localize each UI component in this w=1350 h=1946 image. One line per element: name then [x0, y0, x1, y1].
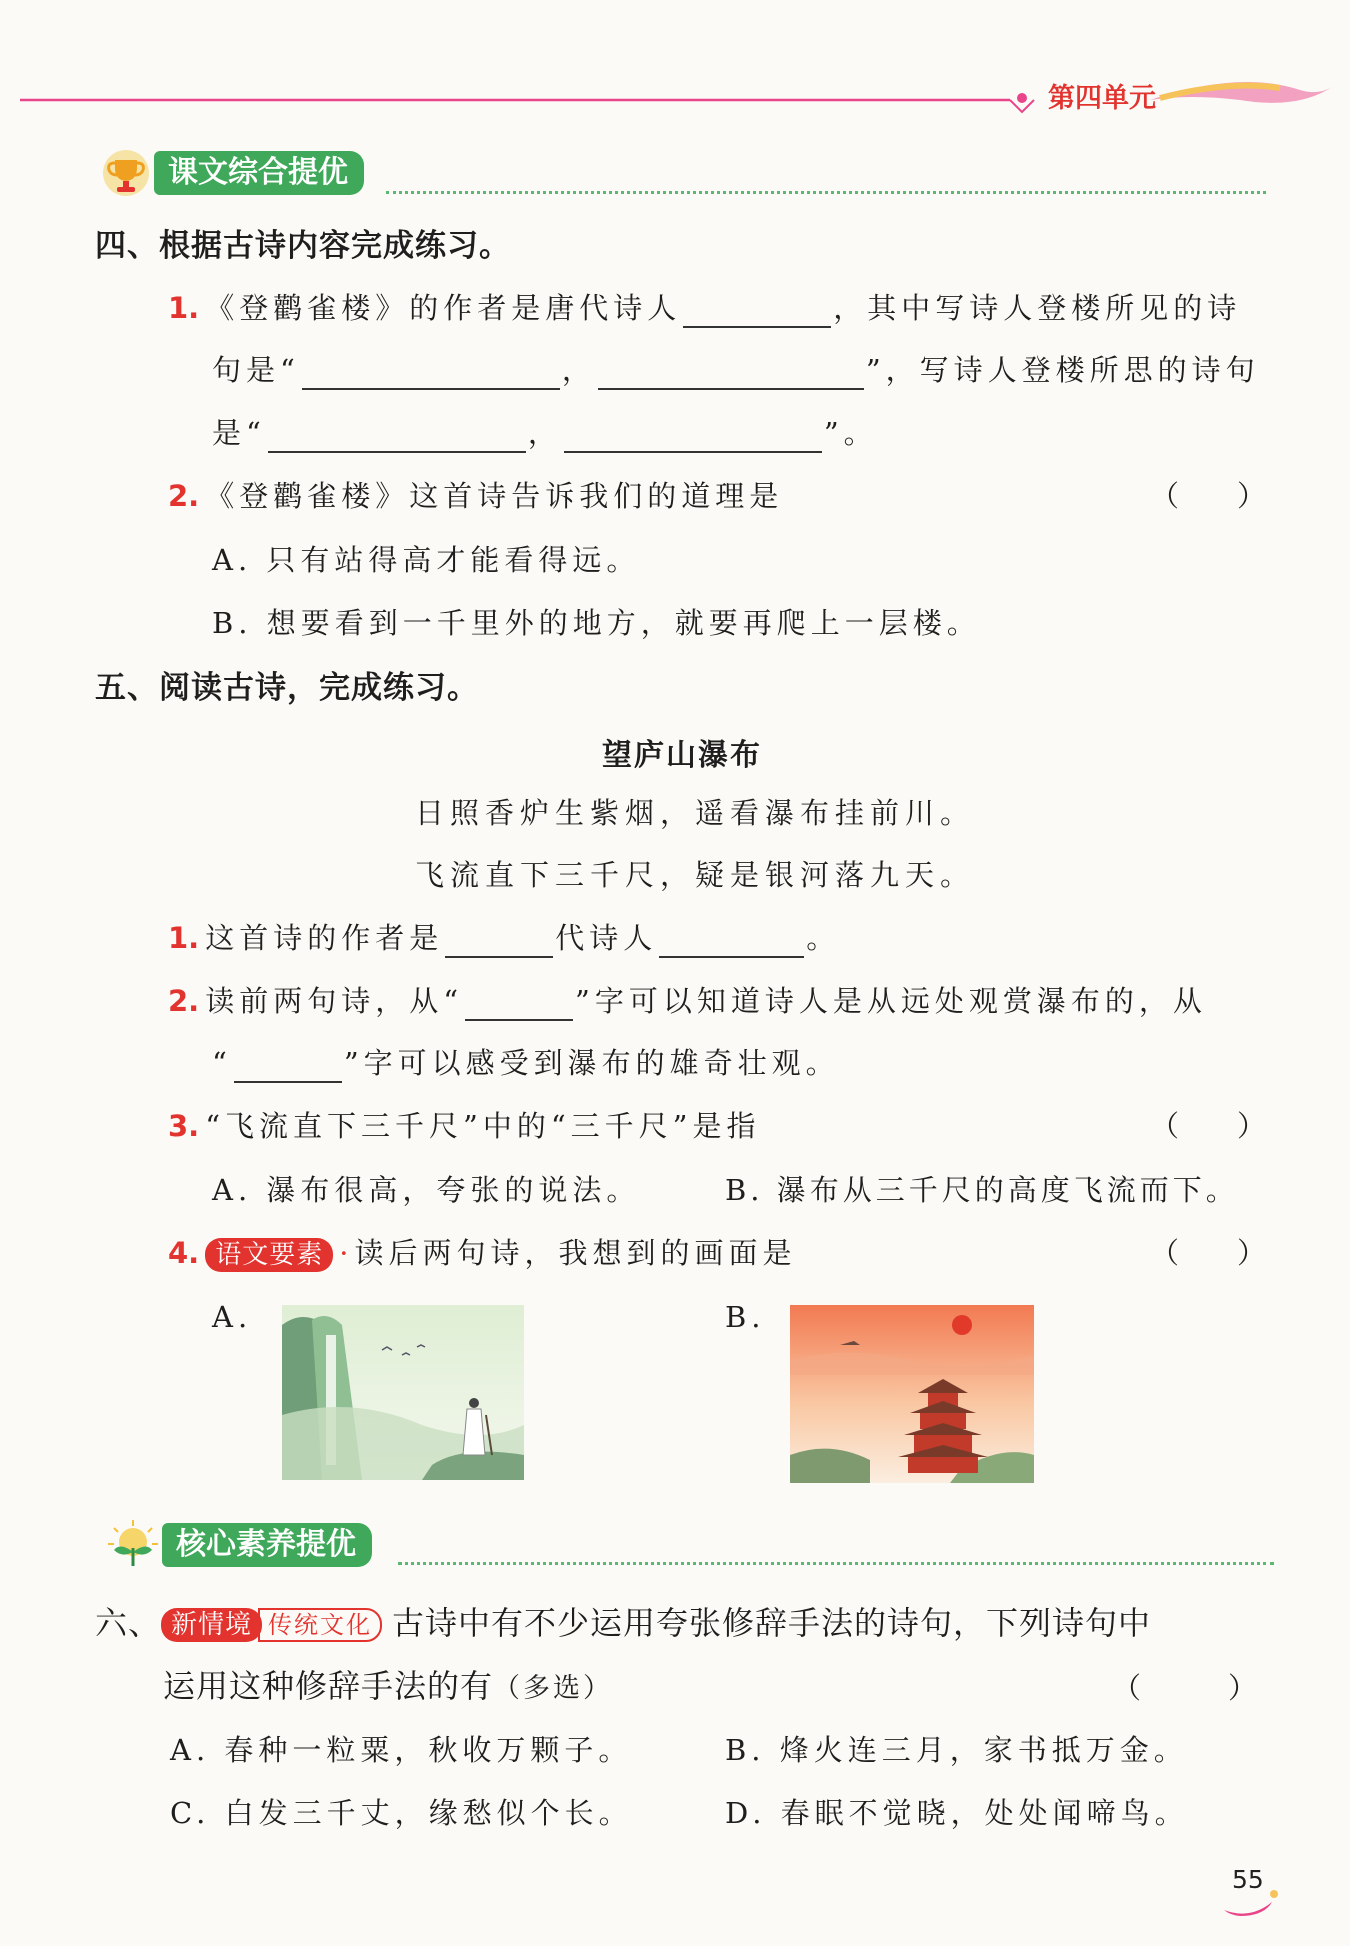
unit-label: 第四单元 [1048, 83, 1156, 114]
answer-blank[interactable] [659, 922, 804, 958]
q5-item3-option-a: A. 瀑布很高，夸张的说法。 [212, 1173, 641, 1207]
q6-option-b: B. 烽火连三月，家书抵万金。 [725, 1733, 1188, 1767]
trophy-icon [98, 148, 154, 198]
q4-item1-line1: 1. 《登鹳雀楼》的作者是唐代诗人 ，其中写诗人登楼所见的诗 [168, 288, 1241, 328]
answer-blank[interactable] [564, 417, 822, 453]
answer-blank[interactable] [445, 922, 553, 958]
q5-item4-number: 4. [168, 1236, 200, 1270]
new-context-tag: 新情境 [161, 1608, 262, 1642]
q6-line1: 六、 新情境 传统文化 古诗中有不少运用夸张修辞手法的诗句，下列诗句中 [95, 1604, 1152, 1642]
picture-option-a-label: A. [212, 1300, 253, 1334]
q6-option-d: D. 春眠不觉晓，处处闻啼鸟。 [725, 1796, 1189, 1830]
answer-blank[interactable] [465, 985, 573, 1021]
q5-item3: 3. “飞流直下三千尺”中的“三千尺”是指 [168, 1109, 761, 1143]
q5-item3-number: 3. [168, 1109, 200, 1143]
yuwen-yaosu-tag: 语文要素 [205, 1238, 333, 1272]
page-number-swoosh [1220, 1880, 1280, 1920]
q5-item3-option-b: B. 瀑布从三千尺的高度飞流而下。 [725, 1173, 1239, 1207]
section-divider-2 [398, 1562, 1274, 1565]
q4-heading: 四、根据古诗内容完成练习。 [95, 228, 511, 264]
answer-blank[interactable] [598, 354, 864, 390]
answer-paren[interactable]: （ ） [1150, 479, 1267, 513]
section-banner-2 [104, 1522, 372, 1568]
answer-blank[interactable] [683, 292, 831, 328]
answer-paren[interactable]: （ ） [1112, 1671, 1258, 1705]
poem-line-1: 日照香炉生紫烟，遥看瀑布挂前川。 [415, 796, 976, 830]
q5-item2-line2: “ ”字可以感受到瀑布的雄奇壮观。 [212, 1043, 840, 1083]
answer-paren[interactable]: （ ） [1150, 1236, 1267, 1270]
q5-item1: 1. 这首诗的作者是 代诗人 。 [168, 918, 840, 958]
q5-item1-number: 1. [168, 921, 200, 955]
poem-title: 望庐山瀑布 [602, 738, 762, 773]
section-label-2: 核心素养提优 [162, 1523, 372, 1567]
q6-option-a: A. 春种一粒粟，秋收万颗子。 [170, 1733, 633, 1767]
q4-item1-line2: 句是“ ， ”，写诗人登楼所思的诗句 [212, 350, 1260, 390]
section-label-1: 课文综合提优 [154, 151, 364, 195]
answer-blank[interactable] [302, 354, 560, 390]
q5-item2-number: 2. [168, 984, 200, 1018]
page-number: 55 [1232, 1865, 1264, 1894]
q4-item1-line3: 是“ ， ”。 [212, 413, 878, 453]
poem-line-2: 飞流直下三千尺，疑是银河落九天。 [415, 858, 976, 892]
q5-heading: 五、阅读古诗，完成练习。 [95, 670, 479, 706]
q6-line2: 运用这种修辞手法的有（多选） [163, 1667, 614, 1705]
waterfall-picture[interactable] [282, 1305, 524, 1480]
pavilion-sunset-picture[interactable] [790, 1305, 1034, 1483]
q4-item2-number: 2. [168, 479, 200, 513]
answer-paren[interactable]: （ ） [1150, 1109, 1267, 1143]
q4-item1-number: 1. [168, 291, 200, 325]
section-banner-1 [98, 150, 364, 196]
q5-item4: 4. 语文要素 · 读后两句诗，我想到的画面是 [168, 1236, 797, 1270]
sprout-icon [104, 1520, 162, 1570]
answer-blank[interactable] [268, 417, 526, 453]
q6-option-c: C. 白发三千丈，缘愁似个长。 [170, 1796, 633, 1830]
answer-blank[interactable] [234, 1047, 342, 1083]
q4-item2: 2. 《登鹳雀楼》这首诗告诉我们的道理是 [168, 479, 784, 513]
q5-item2-line1: 2. 读前两句诗，从“ ”字可以知道诗人是从远处观赏瀑布的，从 [168, 981, 1207, 1021]
q4-item2-option-a: A. 只有站得高才能看得远。 [212, 543, 641, 577]
traditional-culture-tag: 传统文化 [258, 1608, 382, 1642]
q4-item2-option-b: B. 想要看到一千里外的地方，就要再爬上一层楼。 [212, 606, 981, 640]
section-divider-1 [386, 191, 1266, 194]
picture-option-b-label: B. [725, 1300, 766, 1334]
